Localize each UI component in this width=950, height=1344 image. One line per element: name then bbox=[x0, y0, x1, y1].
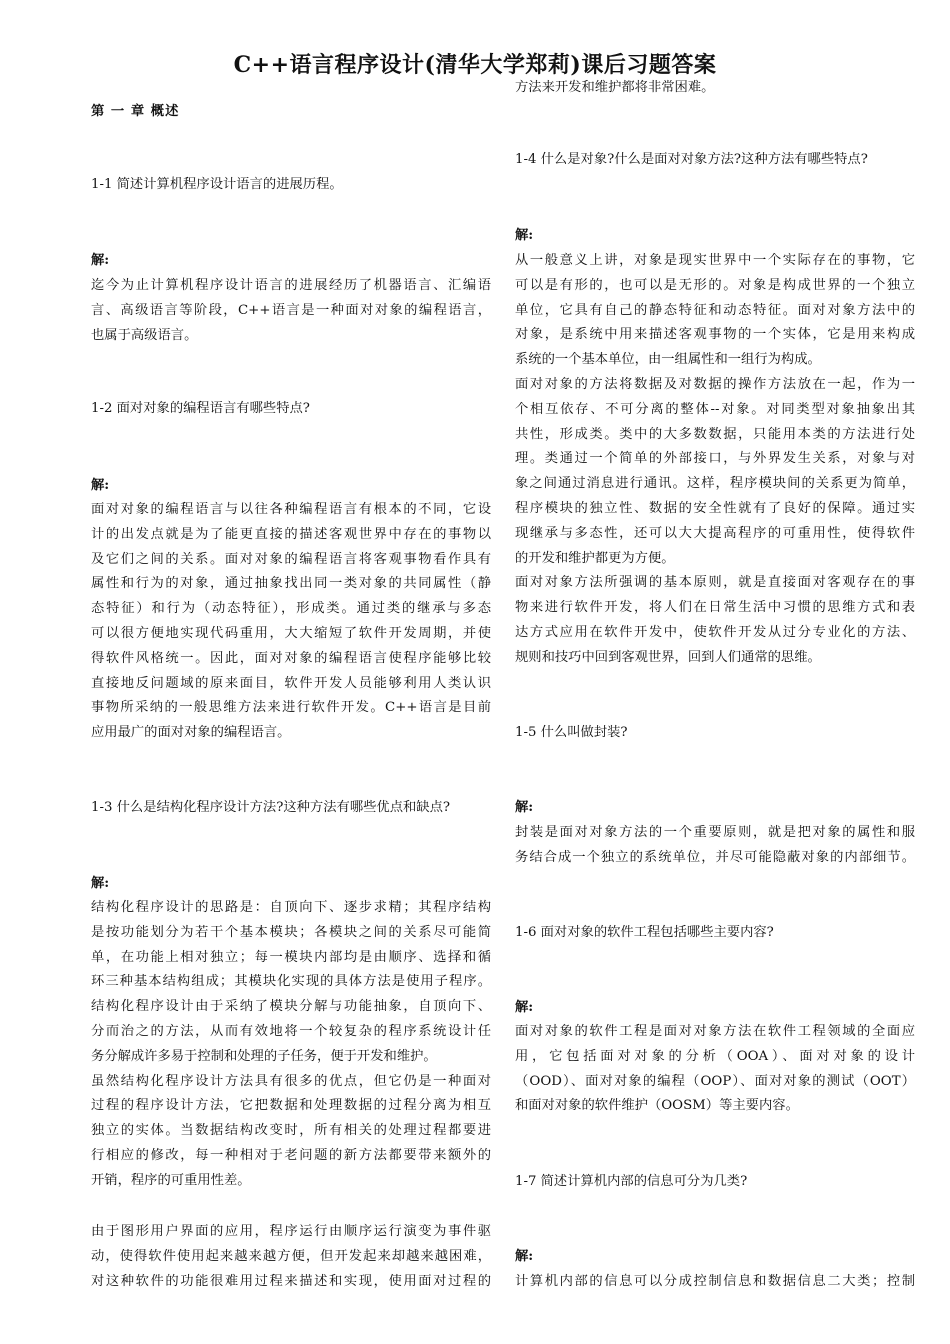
answer-line: 言、高级语言等阶段，C++语言是一种面对对象的编程语言， bbox=[91, 302, 491, 318]
answer-line: 得软件风格统一。因此，面对对象的编程语言使程序能够比较 bbox=[91, 650, 491, 666]
answer-line: 理。类通过一个简单的外部接口，与外界发生关系，对象与对 bbox=[515, 451, 915, 467]
chapter-heading: 第 一 章 概述 bbox=[91, 104, 180, 119]
answer-1-1 bbox=[91, 274, 491, 348]
answer-label-1-7: 解: bbox=[515, 1249, 534, 1264]
answer-line: 过程的程序设计方法，它把数据和处理数据的过程分离为相互 bbox=[91, 1098, 491, 1114]
answer-label-1-5: 解: bbox=[515, 800, 534, 815]
answer-line: 达方式应用在软件开发中，使软件开发从过分专业化的方法、 bbox=[515, 624, 915, 640]
answer-line: 计算机内部的信息可以分成控制信息和数据信息二大类；控制 bbox=[515, 1274, 915, 1289]
answer-line: 面对对象方法所强调的基本原则，就是直接面对客观存在的事 bbox=[515, 575, 915, 591]
answer-label-1-3: 解: bbox=[91, 876, 110, 891]
answer-label-1-4: 解: bbox=[515, 228, 534, 243]
continued-text: 方法来开发和维护都将非常困难。 bbox=[515, 80, 715, 95]
question-1-5: 1-5 什么叫做封装? bbox=[515, 725, 628, 740]
answer-line: 迄今为止计算机程序设计语言的进展经历了机器语言、汇编语 bbox=[91, 278, 491, 293]
answer-line: 开销，程序的可重用性差。 bbox=[91, 1172, 251, 1188]
question-1-1: 1-1 简述计算机程序设计语言的进展历程。 bbox=[91, 177, 343, 192]
answer-line: 用，它包括面对对象的分析（OOA）、面对对象的设计 bbox=[515, 1048, 915, 1064]
answer-line: 结构化程序设计由于采纳了模块分解与功能抽象，自顶向下、 bbox=[91, 999, 491, 1015]
answer-line: 应用最广的面对对象的编程语言。 bbox=[91, 725, 291, 741]
answer-line: 事物所采纳的一般思维方法来进行软件开发。C++语言是目前 bbox=[91, 700, 491, 716]
answer-line: 程序模块的独立性、数据的安全性就有了良好的保障。通过实 bbox=[515, 500, 915, 516]
answer-1-7 bbox=[515, 1270, 915, 1295]
answer-label-1-6: 解: bbox=[515, 1000, 534, 1015]
answer-line: 面对对象的软件工程是面对对象方法在软件工程领域的全面应 bbox=[515, 1024, 915, 1039]
answer-line: 物来进行软件开发，将人们在日常生活中习惯的思维方式和表 bbox=[515, 600, 915, 616]
answer-line: 可以是有形的，也可以是无形的。对象是构成世界的一个独立 bbox=[515, 277, 915, 293]
answer-line: 面对对象的编程语言与以往各种编程语言有根本的不同，它设 bbox=[91, 502, 491, 517]
answer-line: 现继承与多态性，还可以大大提高程序的可重用性，使得软件 bbox=[515, 525, 915, 541]
answer-line: 计的出发点就是为了能更直接的描述客观世界中存在的事物以 bbox=[91, 526, 491, 542]
answer-line: 单，在功能上相对独立；每一模块内部均是由顺序、选择和循 bbox=[91, 949, 491, 965]
question-1-3: 1-3 什么是结构化程序设计方法?这种方法有哪些优点和缺点? bbox=[91, 800, 451, 815]
question-1-7: 1-7 简述计算机内部的信息可分为几类? bbox=[515, 1174, 748, 1189]
answer-line: 共性，形成类。类中的大多数数据，只能用本类的方法进行处 bbox=[515, 426, 915, 442]
answer-line: 可以很方便地实现代码重用，大大缩短了软件开发周期，并使 bbox=[91, 625, 491, 641]
answer-line: 封装是面对对象方法的一个重要原则，就是把对象的属性和服 bbox=[515, 825, 915, 840]
answer-line: 系统的一个基本单位，由一组属性和一组行为构成。 bbox=[515, 352, 821, 368]
answer-line: （OOD）、面对对象的编程（OOP）、面对对象的测试（OOT） bbox=[515, 1073, 915, 1089]
answer-line: 行相应的修改，每一种相对于老问题的新方法都要带来额外的 bbox=[91, 1147, 491, 1163]
answer-line: 务结合成一个独立的系统单位，并尽可能隐蔽对象的内部细节。 bbox=[515, 849, 915, 865]
answer-line: 的开发和维护都更为方便。 bbox=[515, 550, 675, 566]
answer-line: 由于图形用户界面的应用，程序运行由顺序运行演变为事件驱 bbox=[91, 1224, 491, 1239]
answer-line: 也属于高级语言。 bbox=[91, 327, 198, 343]
answer-line: 是按功能划分为若干个基本模块；各模块之间的关系尽可能简 bbox=[91, 924, 491, 940]
page-title: C++语言程序设计(清华大学郑莉)课后习题答案 bbox=[233, 52, 717, 78]
answer-1-6 bbox=[515, 1020, 915, 1119]
answer-1-2 bbox=[91, 498, 491, 746]
answer-line: 对这种软件的功能很难用过程来描述和实现，使用面对过程的 bbox=[91, 1273, 491, 1289]
answer-line: 结构化程序设计的思路是：自顶向下、逐步求精；其程序结构 bbox=[91, 900, 491, 915]
answer-line: 单位，它具有自己的静态特征和动态特征。面对对象方法中的 bbox=[515, 302, 915, 318]
answer-1-3-continued bbox=[91, 1220, 491, 1294]
question-1-4: 1-4 什么是对象?什么是面对对象方法?这种方法有哪些特点? bbox=[515, 152, 868, 167]
answer-line: 面对对象的方法将数据及对数据的操作方法放在一起，作为一 bbox=[515, 376, 915, 392]
answer-line: 直接地反问题域的原来面目，软件开发人员能够利用人类认识 bbox=[91, 675, 491, 691]
answer-line: 环三种基本结构组成；其模块化实现的具体方法是使用子程序。 bbox=[91, 974, 491, 990]
answer-label-1-1: 解: bbox=[91, 253, 110, 268]
answer-line: 和面对对象的软件维护（OOSM）等主要内容。 bbox=[515, 1098, 799, 1114]
question-1-6: 1-6 面对对象的软件工程包括哪些主要内容? bbox=[515, 925, 774, 940]
answer-line: 动，使得软件使用起来越来越方便，但开发起来却越来越困难， bbox=[91, 1248, 491, 1264]
answer-1-5 bbox=[515, 821, 915, 871]
answer-line: 务分解成许多易于控制和处理的子任务，便于开发和维护。 bbox=[91, 1048, 437, 1064]
answer-1-4 bbox=[515, 249, 915, 671]
question-1-2: 1-2 面对对象的编程语言有哪些特点? bbox=[91, 401, 310, 416]
answer-1-3 bbox=[91, 896, 491, 1194]
answer-line: 虽然结构化程序设计方法具有很多的优点，但它仍是一种面对 bbox=[91, 1073, 491, 1089]
answer-line: 分而治之的方法，从而有效地将一个较复杂的程序系统设计任 bbox=[91, 1023, 491, 1039]
answer-line: 个相互依存、不可分离的整体--对象。对同类型对象抽象出其 bbox=[515, 401, 915, 417]
answer-line: 规则和技巧中回到客观世界，回到人们通常的思维。 bbox=[515, 649, 821, 665]
answer-line: 态特征）和行为（动态特征），形成类。通过类的继承与多态 bbox=[91, 601, 491, 617]
answer-line: 象之间通过消息进行通讯。这样，程序模块间的关系更为简单， bbox=[515, 476, 915, 492]
answer-label-1-2: 解: bbox=[91, 478, 110, 493]
answer-line: 及它们之间的关系。面对对象的编程语言将客观事物看作具有 bbox=[91, 551, 491, 567]
answer-line: 对象，是系统中用来描述客观事物的一个实体，它是用来构成 bbox=[515, 327, 915, 343]
answer-line: 从一般意义上讲，对象是现实世界中一个实际存在的事物，它 bbox=[515, 253, 915, 268]
answer-line: 独立的实体。当数据结构改变时，所有相关的处理过程都要进 bbox=[91, 1123, 491, 1139]
answer-line: 属性和行为的对象，通过抽象找出同一类对象的共同属性（静 bbox=[91, 576, 491, 592]
